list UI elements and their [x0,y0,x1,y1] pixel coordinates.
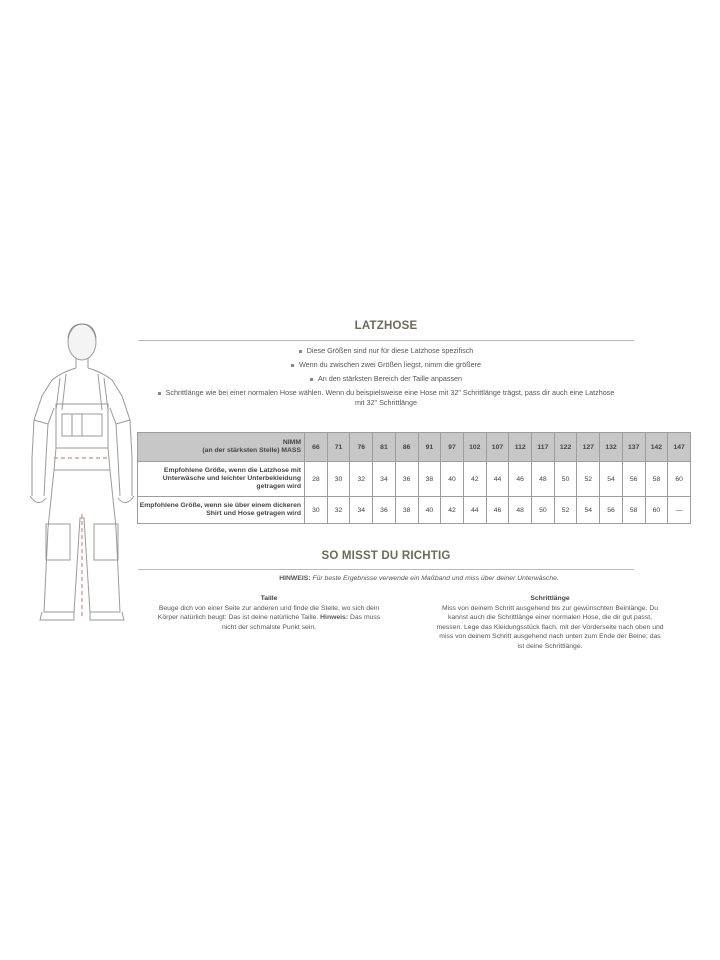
bullet-item: An den stärksten Bereich der Taille anpassen [138,374,634,384]
table-cell: 34 [373,462,396,497]
inseam-instructions: Schrittlänge Miss von deinem Schritt ausgehend bis zur gewünschten Beinlänge. Du kannst auch die Schrittlänge einer normalen Hose, die dir gut passt, messen. Lege das Kleidungsstück flach, mit der Vorderseite nach oben und miss von deinem Schritt ausgehend nach unten zum Ende der Beine; das ist deine Schrittlänge. [400,594,700,651]
table-cell: 42 [463,462,486,497]
table-cell: 46 [486,497,509,524]
column-header: 81 [373,433,396,462]
column-header: 117 [532,433,555,462]
column-header: 132 [600,433,623,462]
table-row [138,497,691,524]
table-cell: 56 [622,462,645,497]
table-cell: 38 [418,462,441,497]
info-bullets [138,346,634,412]
column-header: 102 [463,433,486,462]
column-header: 71 [327,433,350,462]
bullet-icon [299,350,302,353]
table-cell: 50 [532,497,555,524]
waist-instructions: Taille Beuge dich von einer Seite zur anderen und finde die Stelle, wo sich dein Körper natürlich beugt: Das ist deine natürliche Taille. Hinweis: Das muss nicht der schmalste Punkt sein. [138,594,400,632]
table-cell: 46 [509,462,532,497]
table-header-label: NIMM (an der stärksten Stelle) MASS [138,433,305,462]
table-cell: 36 [373,497,396,524]
waist-heading: Taille [260,595,278,602]
column-header: 107 [486,433,509,462]
column-header: 137 [622,433,645,462]
table-cell: 30 [327,462,350,497]
bullet-icon [291,364,294,367]
table-cell: 32 [327,497,350,524]
section-title-latzhose: LATZHOSE [354,320,418,332]
row-label: Empfohlene Größe, wenn sie über einem dickeren Shirt und Hose getragen wird [138,497,305,524]
bullet-item-continuation: mit 32" Schrittlänge [354,398,418,407]
table-cell: 54 [600,462,623,497]
column-header: 112 [509,433,532,462]
divider [138,340,634,341]
table-header-row [138,433,691,462]
inseam-heading: Schrittlänge [530,595,570,602]
table-cell: 48 [532,462,555,497]
column-header: 122 [554,433,577,462]
bullet-icon [158,392,161,395]
column-header: 66 [305,433,328,462]
table-cell: 40 [441,462,464,497]
table-cell: 42 [441,497,464,524]
table-cell: 50 [554,462,577,497]
divider [138,569,634,570]
column-header: 76 [350,433,373,462]
column-header: 91 [418,433,441,462]
table-cell: 28 [305,462,328,497]
table-cell: 60 [645,497,668,524]
row-label: Empfohlene Größe, wenn die Latzhose mit Unterwäsche und leichter Unterbekleidung getragen wird [138,462,305,497]
section-title-measure: SO MISST DU RICHTIG [321,550,451,562]
table-cell: — [668,497,691,524]
overall-person-icon [26,318,138,630]
table-cell: 54 [577,497,600,524]
table-cell: 48 [509,497,532,524]
measure-note: HINWEIS: Für beste Ergebnisse verwende ein Maßband und miss über deiner Unterwäsche. [279,575,559,582]
column-header: 147 [668,433,691,462]
column-header: 127 [577,433,600,462]
table-cell: 52 [577,462,600,497]
table-cell: 60 [668,462,691,497]
table-cell: 30 [305,497,328,524]
table-cell: 32 [350,462,373,497]
table-cell: 58 [622,497,645,524]
column-header: 97 [441,433,464,462]
table-cell: 36 [395,462,418,497]
column-header: 142 [645,433,668,462]
table-row [138,462,691,497]
bullet-icon [310,378,313,381]
bullet-item: Schrittlänge wie bei einer normalen Hose wählen. Wenn du beispielsweise eine Hose mit 32" Schrittlänge trägst, pass dir auch eine Latzhose [138,388,634,398]
table-cell: 58 [645,462,668,497]
table-cell: 40 [418,497,441,524]
table-cell: 34 [350,497,373,524]
bullet-item: Diese Größen sind nur für diese Latzhose spezifisch [138,346,634,356]
table-cell: 44 [486,462,509,497]
size-table [137,432,691,524]
table-cell: 44 [463,497,486,524]
table-cell: 52 [554,497,577,524]
column-header: 86 [395,433,418,462]
table-cell: 56 [600,497,623,524]
bullet-item: Wenn du zwischen zwei Größen liegst, nimm die größere [138,360,634,370]
table-cell: 38 [395,497,418,524]
